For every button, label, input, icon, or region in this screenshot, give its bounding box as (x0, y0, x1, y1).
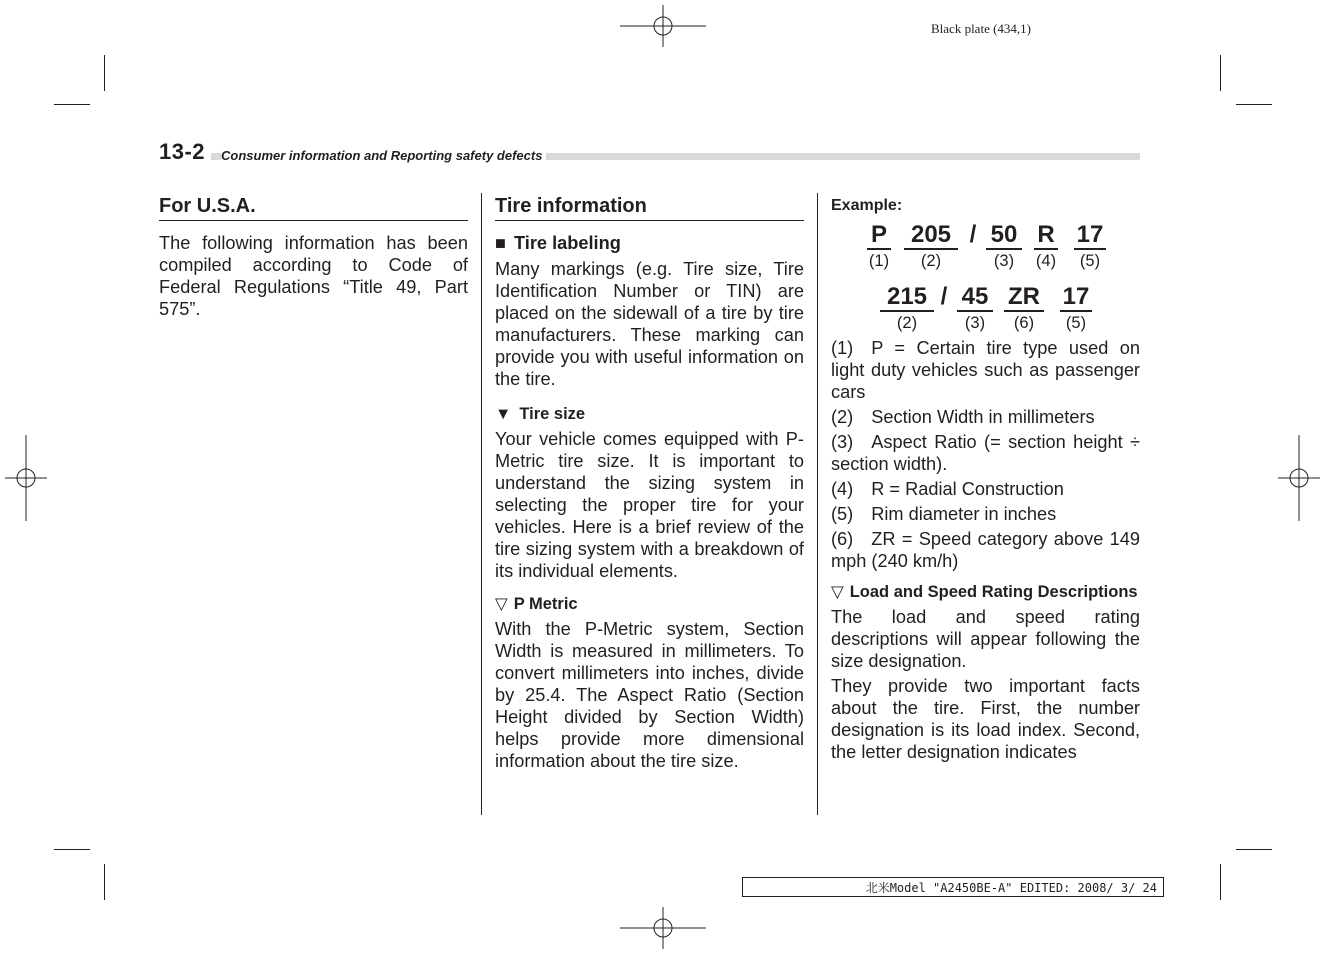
seg-index: (3) (993, 252, 1015, 270)
down-triangle-icon: ▼ (495, 405, 512, 423)
crop-mark (54, 849, 90, 850)
outline-triangle-icon: ▽ (831, 583, 844, 601)
seg-value: R (1034, 223, 1058, 250)
square-bullet-icon: ■ (495, 233, 506, 253)
section-title: Consumer information and Reporting safety defects (221, 148, 546, 163)
list-item-text: Rim diameter in inches (871, 504, 1057, 524)
seg-index: (6) (1013, 314, 1035, 332)
list-item-text: P = Certain tire type used on light duty vehicles such as passenger cars (831, 338, 1140, 402)
outline-triangle-icon: ▽ (495, 595, 508, 613)
registration-target-top (620, 5, 706, 47)
example-label: Example: (831, 197, 903, 214)
seg-index: (3) (964, 314, 986, 332)
page-number: 13-2 (159, 139, 211, 165)
crop-mark (104, 864, 105, 900)
p-metric-heading-text: P Metric (513, 595, 578, 613)
column-3 (831, 193, 1140, 763)
tire-size-paragraph: Your vehicle comes equipped with P-Metric tire size. It is important to understand the sizing system in selecting the proper tire for your vehicles. Here is a brief review of the tire sizing system with a breakdown of its individual elements. (495, 429, 804, 581)
tire-information-title: Tire information (495, 193, 804, 221)
list-item-number: (3) (831, 432, 854, 452)
example-seg-r (1034, 223, 1058, 272)
seg-value: 215 (880, 285, 934, 312)
list-item-number: (5) (831, 504, 854, 524)
list-item (831, 337, 1140, 403)
footer-edit-stamp: 北米Model "A2450BE-A" EDITED: 2008/ 3/ 24 (742, 877, 1164, 897)
list-item-text: Section Width in millimeters (871, 407, 1095, 427)
example-seg-ratio (957, 285, 993, 334)
example-seg-width (904, 223, 958, 272)
list-item-number: (2) (831, 407, 854, 427)
plate-label: Black plate (434,1) (931, 21, 1031, 36)
column-1 (159, 193, 468, 320)
list-item (831, 528, 1140, 572)
crop-mark (1220, 55, 1221, 91)
p-metric-heading (495, 594, 804, 614)
tire-size-heading (495, 404, 804, 424)
crop-mark (1236, 849, 1272, 850)
example-seg-slash (966, 223, 980, 248)
list-item (831, 431, 1140, 475)
example-seg-width (880, 285, 934, 334)
seg-index: (4) (1035, 252, 1057, 270)
example-seg-rim (1074, 223, 1106, 272)
column-divider (481, 193, 482, 815)
tire-labeling-heading (495, 232, 804, 254)
seg-value: 17 (1074, 223, 1106, 250)
legend-list (831, 337, 1140, 572)
load-speed-heading-text: Load and Speed Rating Descriptions (849, 583, 1138, 601)
load-speed-heading (831, 582, 1140, 602)
registration-target-bottom (620, 907, 706, 949)
list-item (831, 503, 1140, 525)
tire-labeling-paragraph: Many markings (e.g. Tire size, Tire Identification Number or TIN) are placed on the sidewall of a tire by tire manufacturers. These marking can provide you with useful information on the tire. (495, 259, 804, 389)
list-item-number: (4) (831, 479, 854, 499)
seg-index: (1) (868, 252, 890, 270)
seg-value: P (867, 223, 891, 250)
seg-value: / (940, 283, 948, 310)
example-seg-zr (1004, 285, 1044, 334)
seg-value: 17 (1060, 285, 1092, 312)
for-usa-title: For U.S.A. (159, 193, 468, 221)
list-item (831, 406, 1140, 428)
list-item-number: (6) (831, 529, 854, 549)
seg-index: (5) (1079, 252, 1101, 270)
seg-index: (2) (920, 252, 942, 270)
crop-mark (1220, 864, 1221, 900)
list-item (831, 478, 1140, 500)
list-item-text: ZR = Speed category above 149 mph (240 km/h) (831, 529, 1140, 571)
seg-value: ZR (1004, 285, 1044, 312)
load-speed-paragraph-1: The load and speed rating descriptions will appear following the size designation. (831, 607, 1140, 671)
registration-target-right (1278, 435, 1320, 521)
example-seg-ratio (986, 223, 1022, 272)
seg-value: 50 (986, 223, 1022, 250)
crop-mark (54, 104, 90, 105)
list-item-number: (1) (831, 338, 854, 358)
example-seg-slash (937, 285, 951, 310)
registration-target-left (5, 435, 47, 521)
for-usa-paragraph: The following information has been compiled according to Code of Federal Regulations “Title 49, Part 575”. (159, 233, 468, 319)
tire-labeling-heading-text: Tire labeling (514, 233, 621, 253)
list-item-text: Aspect Ratio (= section height ÷ section width). (831, 432, 1140, 474)
tire-size-example-row-1 (831, 223, 1140, 273)
seg-value: 45 (957, 285, 993, 312)
load-speed-paragraph-2: They provide two important facts about the tire. First, the number designation is its load index. Second, the letter designation indicates (831, 676, 1140, 762)
example-seg-rim (1060, 285, 1092, 334)
crop-mark (1236, 104, 1272, 105)
seg-index: (2) (896, 314, 918, 332)
p-metric-paragraph: With the P-Metric system, Section Width is measured in millimeters. To convert millimeters into inches, divide by 25.4. The Aspect Ratio (Section Height divided by Section Width) helps provide more dimensional information about the tire size. (495, 619, 804, 771)
tire-size-example-row-2 (831, 285, 1140, 337)
column-divider (817, 193, 818, 815)
example-seg-p (867, 223, 891, 272)
crop-mark (104, 55, 105, 91)
tire-size-heading-text: Tire size (519, 405, 586, 423)
seg-value: 205 (904, 223, 958, 250)
seg-value: / (969, 221, 977, 248)
column-2 (495, 193, 804, 772)
seg-index: (5) (1065, 314, 1087, 332)
list-item-text: R = Radial Construction (871, 479, 1064, 499)
